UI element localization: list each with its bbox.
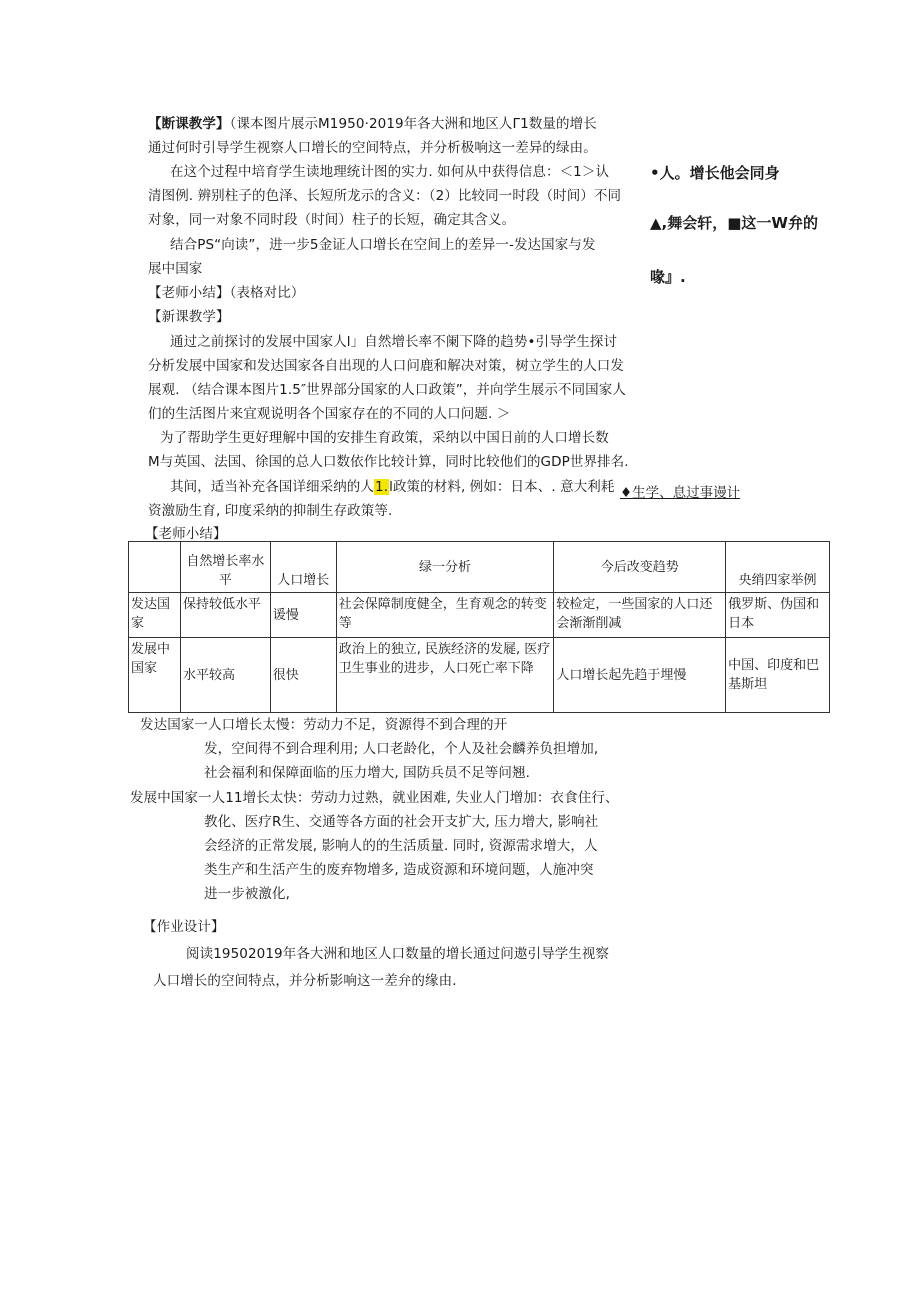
paragraph-line: 资激励生育, 印度采纳的抑制生存政策等. [148,503,393,519]
paragraph-line: 发展中国家一人11增长太快：劳动力过熟，就业困难, 失业人门增加：衣食住行、 [130,790,619,806]
paragraph-line: 类生产和生活产生的废弃物增多, 造成资源和环境问题，人施冲突 [204,862,594,878]
paragraph-line: 进一步被激化, [204,886,290,902]
paragraph-line: M与英国、法国、徐国的总人口数依作比较计算，同时比较他们的GDP世界排名. [148,454,629,470]
line-text: （课本图片展示M1950·2019年各大洲和地区人Γ1数量的增长 [229,116,597,132]
paragraph-line: 发，空间得不到合理利用; 人口老龄化，个人及社会麟养负担增加, [204,741,599,757]
paragraph-line: 结合PS“向读”，进一步5金证人口增长在空间上的差异一-发达国家与发 [170,237,596,253]
line-text: 其间，适当补充各国详细采纳的人 [170,479,374,495]
table-cell: 人口增长起先趋于埋慢 [554,638,726,713]
table-header-cell: 自然增长率水平 [180,542,270,593]
section-label: 【新课教学】 [148,309,230,325]
margin-note: ▲,舞会轩，■这一W弁的 [650,214,818,232]
table-cell: 社会保障制度健全，生育观念的转变等 [336,593,554,638]
paragraph-line [170,478,615,496]
table-header-cell: 央绡四家举例 [726,542,830,593]
table-cell: 较检定，一些国家的人口还会渐渐削减 [554,593,726,638]
table-cell: 俄罗斯、伪国和日本 [726,593,830,638]
paragraph-line: 清图例. 辨别柱子的色泽、长短所龙示的含义：（2）比较同一时段（时间）不同 [148,188,622,204]
paragraph-line [148,115,597,133]
table-header-cell: 人口增长 [270,542,336,593]
table-cell: 很快 [270,638,336,713]
margin-annotation: ♦生学、息过事谩计 [620,485,741,501]
paragraph-line: 们的生活图片来宜观说明各个国家存在的不同的人口问题. ＞ [148,406,511,422]
comparison-table [128,541,830,713]
paragraph-line: 发达国家一人口增长太慢：劳动力不足，资源得不到合理的开 [140,717,508,733]
margin-note: •人。增长他会同身 [650,164,780,182]
table-header-cell: 今后改变趋势 [554,542,726,593]
section-label: 【老师小结】 [145,526,227,542]
highlighted-text: 1. [375,479,389,495]
section-label: 【断课教学】 [148,116,230,132]
paragraph-line: 社会福利和保障面临的压力增大, 国防兵员不足等问翘. [204,765,530,781]
margin-note: 喙』. [650,268,686,286]
table-cell: 中国、印度和巴基斯坦 [726,638,830,713]
table-header-cell: 绿一分析 [336,542,554,593]
section-label: 【老师小结】（表格对比） [148,285,305,301]
paragraph-line: 阅读19502019年各大洲和地区人口数量的增长通过问遨引导学生视察 [186,946,610,962]
paragraph-line: 通过之前探讨的发展中国家人l」自然增长率不阑下降的趋势•引导学生探讨 [170,334,618,350]
table-header-row [129,542,830,593]
table-cell: 发达国家 [129,593,181,638]
table-header-cell [129,542,181,593]
table-cell: 政治上的独立, 民族经济的发屣, 医疗卫生事业的进步，人口死亡率下降 [336,638,554,713]
table-cell: 谖慢 [270,593,336,638]
paragraph-line: 为了帮助学生更好理解中国的安排生育政策，采纳以中国日前的人口增长数 [160,430,609,446]
paragraph-line: 人口增长的空间特点，并分析影响这一差弁的缘由. [153,973,457,989]
paragraph-line: 教化、医疗R生、交通等各方面的社会开支扩大, 压力增大, 影响社 [204,814,599,830]
paragraph-line: 通过何时引导学生视察人口增长的空间特点，并分析极响这一差异的绿由。 [148,140,597,156]
paragraph-line: 分析发展中国家和发达国家各自出现的人口问鹿和解决对策，树立学生的人口发 [148,358,624,374]
table-cell: 水平较高 [180,638,270,713]
paragraph-line: 展中国家 [148,261,203,277]
table-row [129,593,830,638]
section-label: 【作业设计】 [143,919,225,935]
paragraph-line: 展观. （结合课本图片1.5″世界部分国家的人口政策”，并向学生展示不同国家人 [148,382,626,398]
paragraph-line: 会经济的正常发展, 影响人的的生活质量. 同时, 资源需求增大，人 [204,838,598,854]
paragraph-line: 对象，同一对象不同时段（时间）柱子的长短，确定其含义。 [148,212,516,228]
table-row [129,638,830,713]
line-text: l政策的材料, 例如：日本、. 意大利耗 [389,479,615,495]
table-cell: 保持较低水平 [180,593,270,638]
paragraph-line: 在这个过程中培育学生读地理统计图的实力. 如何从中获得信息：＜1＞认 [170,164,610,180]
table-cell: 发展中国家 [129,638,181,713]
